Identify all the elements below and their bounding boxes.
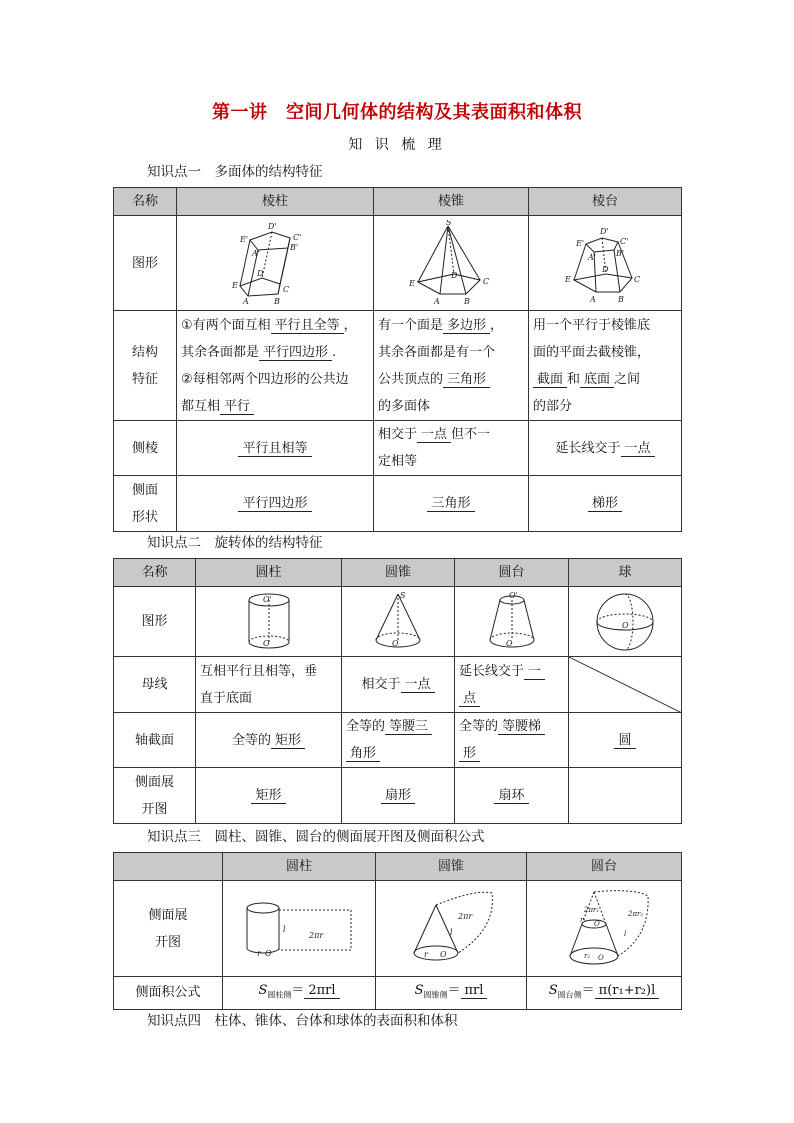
- svg-text:C: C: [283, 285, 290, 294]
- kp3-heading: 知识点三 圆柱、圆锥、圆台的侧面展开图及侧面积公式: [147, 829, 485, 845]
- cylinder-net-diagram: [239, 894, 359, 964]
- kp2-heading: 知识点二 旋转体的结构特征: [147, 535, 323, 551]
- svg-text:2πr₂: 2πr₂: [628, 909, 644, 918]
- svg-text:B: B: [618, 295, 624, 304]
- cylinder-axial: 全等的 矩形: [196, 713, 342, 768]
- blank-answer: 多边形: [443, 318, 490, 334]
- diagonal-slash: [569, 657, 682, 713]
- svg-text:C: C: [634, 275, 641, 284]
- frustum-structure: 用一个平行于棱锥底 面的平面去截棱锥， 截面 和 底面 之间 的部分: [529, 311, 682, 421]
- svg-text:O: O: [440, 949, 447, 959]
- svg-text:D: D: [257, 269, 264, 278]
- svg-text:O: O: [262, 638, 270, 648]
- blank-answer: 平行且全等: [271, 318, 344, 334]
- svg-text:O: O: [622, 620, 629, 630]
- header-frustum: 棱台: [529, 188, 682, 216]
- svg-text:l: l: [450, 927, 453, 937]
- svg-text:D: D: [602, 265, 609, 274]
- cylinder-figure: [196, 587, 342, 657]
- frustum-cone-axial: 全等的 等腰梯 形: [455, 713, 569, 768]
- prism-figure: [177, 216, 374, 311]
- row-label-edge: 侧棱: [114, 421, 177, 476]
- svg-text:2πr₁: 2πr₁: [584, 905, 600, 914]
- sphere-generatrix-empty: [569, 657, 682, 713]
- row-label-lateral: 侧面展 开图: [114, 768, 196, 824]
- header-blank: [114, 853, 223, 881]
- sphere-axial: 圆: [569, 713, 682, 768]
- rotation-body-table: [113, 558, 682, 824]
- cone-formula: $S_{圆锥侧}= \pi rl$: [376, 977, 527, 1010]
- svg-text:r: r: [424, 949, 428, 959]
- svg-text:A': A': [252, 249, 260, 258]
- blank-answer: 截面: [533, 372, 567, 388]
- svg-text:D: D: [451, 271, 458, 280]
- frustum-face: 梯形: [529, 476, 682, 532]
- svg-text:r: r: [257, 948, 261, 958]
- cylinder-generatrix: 互相平行且相等，垂 直于底面: [196, 657, 342, 713]
- svg-text:O': O': [262, 594, 272, 604]
- cone-net-diagram: [396, 889, 506, 969]
- header-cone: 圆锥: [376, 853, 527, 881]
- frustum-edge: 延长线交于 一点: [529, 421, 682, 476]
- svg-text:r₂: r₂: [584, 951, 591, 960]
- header-cylinder: 圆柱: [223, 853, 376, 881]
- svg-text:C': C': [620, 237, 629, 246]
- row-label-formula: 侧面积公式: [114, 977, 223, 1010]
- cylinder-formula: $S_{圆柱侧}= 2\pi rl$: [223, 977, 376, 1010]
- lateral-area-table: [113, 852, 682, 1010]
- frustum-cone-formula: $S_{圆台侧}= \pi(r_1+r_2)l$: [527, 977, 682, 1010]
- kp1-heading: 知识点一 多面体的结构特征: [147, 164, 323, 180]
- prism-edge: 平行且相等: [177, 421, 374, 476]
- svg-text:B': B': [290, 243, 299, 252]
- prism-diagram: [230, 220, 320, 306]
- svg-text:O: O: [392, 638, 399, 648]
- svg-text:C: C: [483, 277, 490, 286]
- svg-text:l: l: [283, 924, 286, 934]
- svg-text:D': D': [600, 227, 609, 236]
- row-label-structure: 结构 特征: [114, 311, 177, 421]
- cylinder-net: [223, 881, 376, 977]
- svg-text:E': E': [240, 235, 249, 244]
- pyramid-structure: 有一个面是 多边形 ， 其余各面都是有一个 公共顶点的 三角形 的多面体: [374, 311, 529, 421]
- cylinder-lateral: 矩形: [196, 768, 342, 824]
- cone-figure: [342, 587, 455, 657]
- cone-generatrix: 相交于 一点: [342, 657, 455, 713]
- svg-text:E: E: [565, 275, 571, 284]
- cone-lateral: 扇形: [342, 768, 455, 824]
- svg-text:S: S: [400, 590, 406, 600]
- blank-answer: 平行四边形: [259, 345, 332, 361]
- pyramid-diagram: [406, 220, 496, 306]
- header-sphere: 球: [569, 559, 682, 587]
- cone-net: [376, 881, 527, 977]
- frustum-cone-net: [527, 881, 682, 977]
- svg-text:2πr: 2πr: [309, 930, 324, 940]
- svg-text:O: O: [265, 948, 272, 958]
- frustum-cone-net-diagram: [544, 886, 664, 972]
- frustum-cone-generatrix: 延长线交于 一 点: [455, 657, 569, 713]
- blank-answer: 三角形: [443, 372, 490, 388]
- svg-text:2πr: 2πr: [458, 911, 473, 921]
- sphere-diagram: [593, 590, 657, 654]
- svg-text:B: B: [274, 297, 280, 306]
- svg-text:r₁: r₁: [580, 915, 587, 924]
- svg-text:S: S: [446, 220, 452, 227]
- header-frustum-cone: 圆台: [455, 559, 569, 587]
- svg-text:C': C': [293, 233, 302, 242]
- kp4-heading: 知识点四 柱体、锥体、台体和球体的表面积和体积: [147, 1013, 458, 1029]
- svg-text:O: O: [505, 638, 513, 648]
- row-label-generatrix: 母线: [114, 657, 196, 713]
- cone-axial: 全等的 等腰三 角形: [342, 713, 455, 768]
- cone-diagram: [368, 590, 428, 654]
- svg-text:A: A: [590, 295, 596, 304]
- header-frustum-cone: 圆台: [527, 853, 682, 881]
- svg-text:O: O: [594, 919, 600, 928]
- polyhedron-table: [113, 187, 682, 532]
- svg-text:l: l: [624, 929, 627, 938]
- row-label-face: 侧面 形状: [114, 476, 177, 532]
- frustum-cone-lateral: 扇环: [455, 768, 569, 824]
- sphere-lateral-empty: [569, 768, 682, 824]
- frustum-cone-figure: [455, 587, 569, 657]
- row-label-lateral: 侧面展 开图: [114, 881, 223, 977]
- sphere-figure: [569, 587, 682, 657]
- header-pyramid: 棱锥: [374, 188, 529, 216]
- svg-text:D': D': [268, 222, 277, 231]
- header-cone: 圆锥: [342, 559, 455, 587]
- svg-text:B': B': [616, 249, 625, 258]
- prism-structure: ①有两个面互相 平行且全等 ， 其余各面都是 平行四边形 . ②每相邻两个四边形的公共边 都互相 平行: [177, 311, 374, 421]
- svg-text:A: A: [434, 297, 440, 306]
- pyramid-figure: [374, 216, 529, 311]
- blank-answer: 底面: [580, 372, 614, 388]
- frustum-diagram: [560, 220, 650, 306]
- header-name: 名称: [114, 559, 196, 587]
- pyramid-edge: 相交于 一点 但不一 定相等: [374, 421, 529, 476]
- header-cylinder: 圆柱: [196, 559, 342, 587]
- cylinder-diagram: [239, 590, 299, 654]
- frustum-cone-diagram: [482, 590, 542, 654]
- svg-text:E': E': [576, 239, 585, 248]
- svg-text:E: E: [409, 279, 415, 288]
- header-name: 名称: [114, 188, 177, 216]
- pyramid-face: 三角形: [374, 476, 529, 532]
- page-title: 第一讲 空间几何体的结构及其表面积和体积: [212, 102, 582, 123]
- section-subtitle: 知 识 梳 理: [348, 137, 446, 153]
- row-label-axial-section: 轴截面: [114, 713, 196, 768]
- svg-text:O': O': [508, 590, 518, 600]
- row-label-figure: 图形: [114, 587, 196, 657]
- row-label-figure: 图形: [114, 216, 177, 311]
- prism-face: 平行四边形: [177, 476, 374, 532]
- svg-text:E: E: [232, 281, 238, 290]
- svg-text:O: O: [598, 953, 604, 962]
- header-prism: 棱柱: [177, 188, 374, 216]
- blank-answer: 平行: [220, 399, 254, 415]
- svg-text:A: A: [243, 297, 249, 306]
- svg-text:B: B: [464, 297, 470, 306]
- svg-text:A': A': [588, 253, 596, 262]
- frustum-figure: [529, 216, 682, 311]
